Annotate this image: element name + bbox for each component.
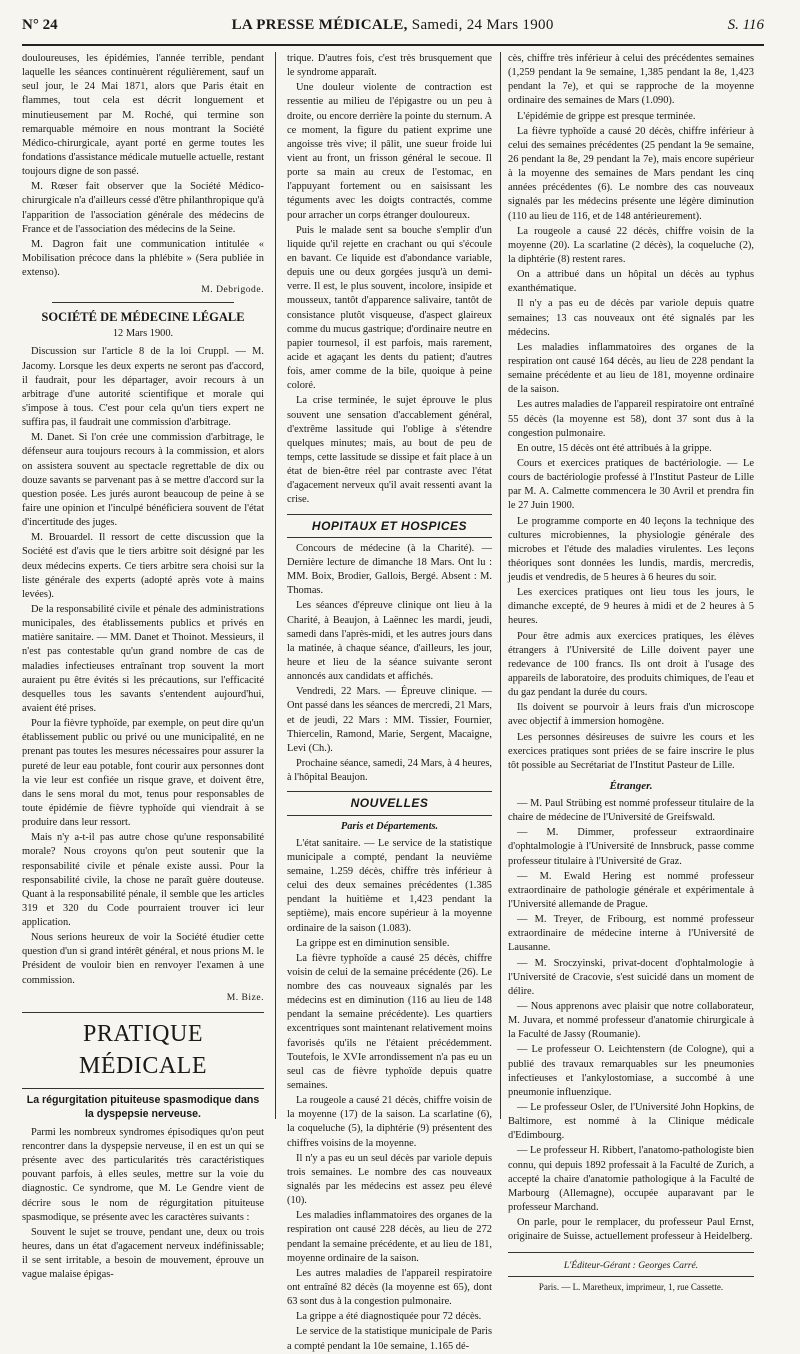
- paragraph: Cours et exercices pratiques de bactériologie. — Le cours de bactériologie professé à l'Institut Pasteur de Lille par M. A. Calmette commencera le 30 Avril et prendra fin le 27 Juin 1900.: [508, 457, 754, 512]
- paragraph: On parle, pour le remplacer, du professeur Paul Ernst, originaire de Suisse, actuellement professeur à Heidelberg.: [508, 1217, 754, 1243]
- paragraph: Les autres maladies de l'appareil respiratoire ont entraîné 55 décès (la moyenne est 58), dont 37 sont dus à la congestion pulmonaire.: [508, 399, 755, 439]
- paragraph: Les personnes désireuses de suivre les cours et les exercices pratiques sont priées de se faire inscrire le plus tôt possible au Secrétariat de l'Institut Pasteur de Lille.: [508, 731, 754, 771]
- column-middle: [287, 52, 493, 1352]
- paragraph: — M. Ewald Hering est nommé professeur extraordinaire de pathologie générale et expérimentale à l'Université allemande de Prague.: [508, 870, 754, 910]
- divider: [52, 302, 234, 303]
- paragraph: cès, chiffre très inférieur à celui des précédentes semaines (1,259 pendant la 9e semaine, 1,385 pendant la 8e, 1,423 pendant la 7e), et qui se rapproche de la moyenne ordinaire des semaines de Mars (1.090).: [508, 53, 754, 107]
- editor-line: L'Éditeur-Gérant : Georges Carré.: [508, 1252, 754, 1272]
- paragraph: — Le professeur Osler, de l'Université John Hopkins, de Baltimore, est nommé à la Clinique médicale d'Edimbourg.: [508, 1101, 754, 1142]
- article-title: La régurgitation pituiteuse spasmodique dans la dyspepsie nerveuse.: [26, 1094, 260, 1121]
- paragraph: La crise terminée, le sujet éprouve le plus souvent une sensation d'accablement général, d'extrême lassitude qui l'oblige à s'étendre quelques minutes; mais, au bout de peu de temps, cette lassitude se dissipe et fait place à un état de bien-être réel par contraste avec l'état d'agacement nerveux qu'il avait ressenti avant la crise.: [287, 395, 492, 506]
- section-title: NOUVELLES: [287, 791, 492, 815]
- paragraph: — M. Paul Strübing est nommé professeur titulaire de la chaire de médecine de l'Université de Greifswald.: [508, 797, 754, 824]
- paragraph: M. Danet. Si l'on crée une commission d'arbitrage, le défenseur aura toujours recours à la commission, et alors on assistera souvent au spectacle regrettable de dix ou douze savants se parvenant pas à se mettre d'accord sur la question posée. Les jurés auront beaucoup de peine à se faire une opinion et l'inculpé bénéficiera souvent de l'état d'incertitude des juges.: [22, 432, 264, 529]
- paragraph: La rougeole a causé 22 décès, chiffre voisin de la moyenne (20). La scarlatine (2 décès), la coqueluche (2), la diphtérie (8) restent rares.: [508, 225, 754, 265]
- header-rule: [22, 44, 764, 46]
- paragraph: M. Rœser fait observer que la Société Médico-chirurgicale n'a d'ailleurs cessé d'être philanthropique qu'à l'apparition de l'association générale des médecins de France et de l'association des médecins de la Seine.: [22, 181, 264, 235]
- signature: M. Bize.: [226, 991, 264, 1003]
- paragraph: La fièvre typhoïde a causé 25 décès, chiffre voisin de celui de la semaine précédente (26). Le nombre des cas nouveaux signalés par les médecins est en diminution (116 au lieu de 148 pendant la semaine précédente). Les quartiers excentriques sont maintenant relativement moins favorisés qu'ils ne l'étaient précédemment. Toutefois, le XVIe arrondissement n'a pas eu un seul cas de fièvre typhoïde depuis quatre semaines.: [287, 952, 492, 1092]
- paragraph: trique. D'autres fois, c'est très brusquement que le syndrome apparaît.: [287, 53, 492, 79]
- issue-date: Samedi, 24 Mars 1900: [411, 16, 554, 33]
- column-left: [22, 52, 264, 1281]
- paragraph: La rougeole a causé 21 décès, chiffre voisin de la moyenne (17) de la saison. La scarlatine (6), la coqueluche (5), la diphtérie (9) présentent des chiffres voisins de la moyenne.: [287, 1095, 492, 1149]
- paragraph: Les maladies inflammatoires des organes de la respiration ont causé 228 décès, au lieu de 272 pendant la semaine précédente, et au lieu de 181, moyenne ordinaire de la saison.: [287, 1210, 492, 1264]
- paragraph: M. Brouardel. Il ressort de cette discussion que la Société est d'avis que le tiers arbitre soit désigné par les deux médecins experts. Ce tiers arbitre sera choisi sur la liste générale des experts (adopté après vote à mains levées).: [22, 532, 264, 600]
- paragraph: Une douleur violente de contraction est ressentie au milieu de l'épigastre ou un peu à droite, ou encore derrière la pointe du sternum. A ce moment, la figure du patient exprime une angoisse très vive; il pâlit, une sueur froide lui vient au front, un frisson général le secoue. Il porte sa main au creux de l'estomac, en l'appuyant fortement ou en saisissant les téguments avec les doigts contractés, comme pour arracher un corps étranger douloureux.: [287, 82, 492, 221]
- paragraph: Parmi les nombreux syndromes épisodiques qu'on peut rencontrer dans la dyspepsie nerveuse, il en est un qui se présente avec des particularités très caractéristiques pouvant parfois, à elles seules, mettre sur la voie du diagnostic. Ce syndrome, que M. Le Gendre vient de décrire sous le nom de régurgitation pituiteuse spasmodique, se présente avec les caractères suivants :: [22, 1126, 264, 1223]
- paragraph: Souvent le sujet se trouve, pendant une, deux ou trois heures, dans un état d'agacement nerveux indéfinissable; il se sent irritable, a besoin de mouvement, éprouve un vague malaise épigas-: [22, 1226, 264, 1281]
- paragraph: douloureuses, les épidémies, l'année terrible, pendant laquelle les séances continuèrent régulièrement, sauf un seul jour, le 24 Mai 1871, alors que Paris était en flammes, tout cela est décrit longuement et minutieusement par M. Roché, qui termine son remarquable mémoire en nous montrant la Société Médico-chirurgicale, ayant porté en germe toutes les fondations d'assistance médicale mutuelle actuelle, restant toujours digne de son passé.: [22, 53, 264, 178]
- paragraph: La grippe est en diminution sensible.: [296, 937, 450, 949]
- paragraph: — M. Treyer, de Fribourg, est nommé professeur extraordinaire de médecine interne à l'Université de Lausanne.: [508, 914, 754, 954]
- signature: M. Debrigode.: [201, 284, 264, 296]
- paragraph: Prochaine séance, samedi, 24 Mars, à 4 heures, à l'hôpital Beaujon.: [287, 757, 492, 784]
- paragraph: Le programme comporte en 40 leçons la technique des cultures microbiennes, la physiologie générale des microbes et l'étude des maladies virulentes. Les leçons théoriques sont données les lundis, mardis, mercredis, jeudis et vendredis, de 5 heures à 6 heures du soir.: [508, 515, 754, 584]
- issue-number: N° 24: [22, 16, 58, 33]
- paragraph: Discussion sur l'article 8 de la loi Cruppl. — M. Jacomy. Lorsque les deux experts ne seront pas d'accord, il faudrait, pour les départager, avoir recours à un arbitrage d'une autorité scientifique et morale qui s'impose à tous. C'est pour cela qu'un tiers expert ne suffira pas, il faudrait une commission d'arbitrage.: [22, 346, 264, 429]
- paragraph: Les maladies inflammatoires des organes de la respiration ont causé 164 décès, au lieu de 228 pendant la semaine précédente et au lieu de 181, moyenne ordinaire de la saison.: [508, 341, 754, 396]
- paragraph: — M. Sroczyinski, privat-docent d'ophtalmologie à l'Université de Cracovie, s'est suicidé dans un moment de délire.: [508, 957, 754, 997]
- column-rule: [500, 52, 501, 1119]
- paragraph: — Le professeur H. Ribbert, l'anatomo-pathologiste bien connu, qui depuis 1892 professait à la Faculté de Zurich, a accepté la chaire d'anatomie pathologique à la Faculté de Marbourg (Allemagne), occupée auparavant par le professeur Marchand.: [508, 1145, 754, 1213]
- paragraph: Ils doivent se pourvoir à leurs frais d'un microscope avec objectif à immersion homogène.: [508, 702, 754, 728]
- column-rule: [275, 52, 276, 1119]
- paragraph: Le service de la statistique municipale de Paris a compté pendant la 10e semaine, 1.165 dé-: [287, 1326, 492, 1352]
- rubric-title: PRATIQUE MÉDICALE: [22, 1012, 264, 1089]
- paragraph: La fièvre typhoïde a causé 20 décès, chiffre inférieur à celui des semaines précédentes (25 pendant la 9e semaine, 26 pendant la 8e, 29 pendant la 7e), mais encore supérieur à la moyenne des semaines de Mars pendant les cinq années précédentes (6). Le nombre des cas nouveaux signalés par les médecins présente une légère diminution (110 au lieu de 116, et de 148 antérieurement).: [508, 125, 754, 222]
- column-right: [508, 52, 755, 1293]
- paragraph: Les exercices pratiques ont lieu tous les jours, le dimanche excepté, de 9 heures à midi et de 2 heures à 5 heures.: [508, 587, 754, 627]
- paragraph: Les séances d'épreuve clinique ont lieu à la Charité, à Beaujon, à Laënnec les mardi, jeudi, samedi dans l'après-midi, et les autres jours dans la matinée, à chaque séance, d'ailleurs, les jour, heure et lieu de la séance suivante seront annoncés aux candidats et affichés.: [287, 600, 492, 683]
- journal-title: [232, 17, 554, 34]
- paragraph: Mais n'y a-t-il pas autre chose qu'une responsabilité morale? Nous croyons qu'on peut soutenir que la responsabilité civile et pénale existe aussi. Pour la responsabilité civile, la chose ne paraît guère douteuse. Quant à la responsabilité pénale, il semble que les articles 319 et 320 du Code pourraient trouver ici leur application.: [22, 832, 264, 929]
- paragraph: Il n'y a pas eu un seul décès par variole depuis trois semaines. Le nombre des cas nouveaux signalés par les médecins est assez peu élevé (10).: [287, 1152, 492, 1207]
- section-title: HOPITAUX ET HOSPICES: [287, 514, 492, 538]
- paragraph: — Nous apprenons avec plaisir que notre collaborateur, M. Juvara, et nommé professeur d'anatomie chirurgicale à la Faculté de Jassy (Roumanie).: [508, 1000, 754, 1041]
- page-header: [22, 10, 764, 40]
- paragraph: — M. Dimmer, professeur extraordinaire d'ophtalmologie à l'Université de Innsbruck, passe comme professeur titulaire à l'Université de Graz.: [508, 827, 754, 867]
- paragraph: Nous serions heureux de voir la Société étudier cette question d'un si grand intérêt général, et nous prions M. le Président de vouloir bien en renvoyer l'examen à une commission.: [22, 932, 264, 986]
- paragraph: Il n'y a pas eu de décès par variole depuis quatre semaines; 13 cas nouveaux ont été signalés par les médecins.: [508, 298, 754, 338]
- paragraph: En outre, 15 décès ont été attribués à la grippe.: [517, 442, 712, 454]
- paragraph: L'état sanitaire. — Le service de la statistique municipale a compté, pendant la neuvième semaine, 1.259 décès, chiffre très inférieur à celui des deux semaines précédentes (1.385 pendant la huitième et 1,423 pendant la septième), mais encore supérieur à la moyenne ordinaire de la saison (1.083).: [287, 837, 492, 934]
- printer-line: Paris. — L. Maretheux, imprimeur, 1, rue Cassette.: [508, 1276, 754, 1293]
- paragraph: Puis le malade sent sa bouche s'emplir d'un liquide qu'il rejette en crachant ou qui s'écoule en bavant. Ce liquide est d'abondance variable, depuis une ou deux gorgées jusqu'à un demi-verre. Il est, le plus souvent, incolore, insipide et mousseux, tantôt d'apparence salivaire, tantôt de consistance plutôt visqueuse, d'aspect glaireux comme du mucus gastrique; d'ordinaire neutre en papier tournesol, il est parfois, mais rarement, acide et agaçant les dents du patient; d'autres fois, amer comme de la bile, quoique à peine coloré.: [287, 224, 493, 392]
- paragraph: De la responsabilité civile et pénale des administrations municipales, des établissements publics et privés en matière sanitaire. — MM. Danet et Thoinot. Messieurs, il n'est pas contestable qu'un grand nombre de cas de maladies infectieuses entraînant trop souvent la mort auraient pu être évités si les précautions, sur l'efficacité desquelles tous les savants s'entendent aujourd'hui, avaient été prises.: [22, 603, 264, 714]
- paragraph: M. Dagron fait une communication intitulée « Mobilisation précoce dans la phlébite » (Sera publiée in extenso).: [22, 238, 264, 279]
- paragraph: La grippe a été diagnostiquée pour 72 décès.: [296, 1311, 482, 1323]
- paragraph: Pour être admis aux exercices pratiques, les élèves étrangers à l'Université de Lille doivent payer une redevance de 100 francs. Ils ont droit à l'usage des appareils de laboratoire, des produits chimiques, de l'eau et du gaz pendant la durée du cours.: [508, 630, 754, 699]
- paragraph: Pour la fièvre typhoïde, par exemple, on peut dire qu'un établissement public ou privé ou une municipalité, en ne prenant pas toutes les mesures nécessaires pour assurer la pureté de leur eau potable, font courir aux personnes dont la vie leur est confiée un risque grave, et doivent être, dans le sens moral du mot, tenus pour responsables de toute épidémie de fièvre typhoïde qui viendrait à se produire dans leur ressort.: [22, 718, 264, 829]
- section-subtitle: Paris et Départements.: [340, 820, 439, 832]
- section-title: SOCIÉTÉ DE MÉDECINE LÉGALE: [41, 310, 245, 325]
- paragraph: L'épidémie de grippe est presque terminée.: [517, 110, 696, 122]
- paragraph: — Le professeur O. Leichtenstern (de Cologne), qui a publié des travaux remarquables sur les pneumonies infectieuses et l'ankylostomiase, a succombé à une pneumonie influenzique.: [508, 1044, 754, 1098]
- paragraph: On a attribué dans un hôpital un décès au typhus exanthématique.: [508, 269, 754, 295]
- paragraph: Concours de médecine (à la Charité). — Dernière lecture de dimanche 18 Mars. Ont lu : MM. Boix, Brodier, Gallois, Bergé. Absent : M. Thomas.: [287, 542, 492, 597]
- page-number: S. 116: [727, 16, 764, 33]
- paragraph: Les autres maladies de l'appareil respiratoire ont entraîné 82 décès (la moyenne est 65), dont 63 sont dus à la congestion pulmonaire.: [287, 1267, 492, 1308]
- paragraph: Vendredi, 22 Mars. — Épreuve clinique. — Ont passé dans les séances de mercredi, 21 Mars, et de jeudi, 22 Mars : MM. Tissier, Fournier, Thiercelin, Ramond, Marie, Sergent, Macaigne, Levi (Ch.).: [287, 686, 492, 754]
- section-date: 12 Mars 1900.: [112, 328, 174, 340]
- section-subtitle: Étranger.: [609, 780, 653, 793]
- journal-name: LA PRESSE MÉDICALE,: [231, 16, 408, 33]
